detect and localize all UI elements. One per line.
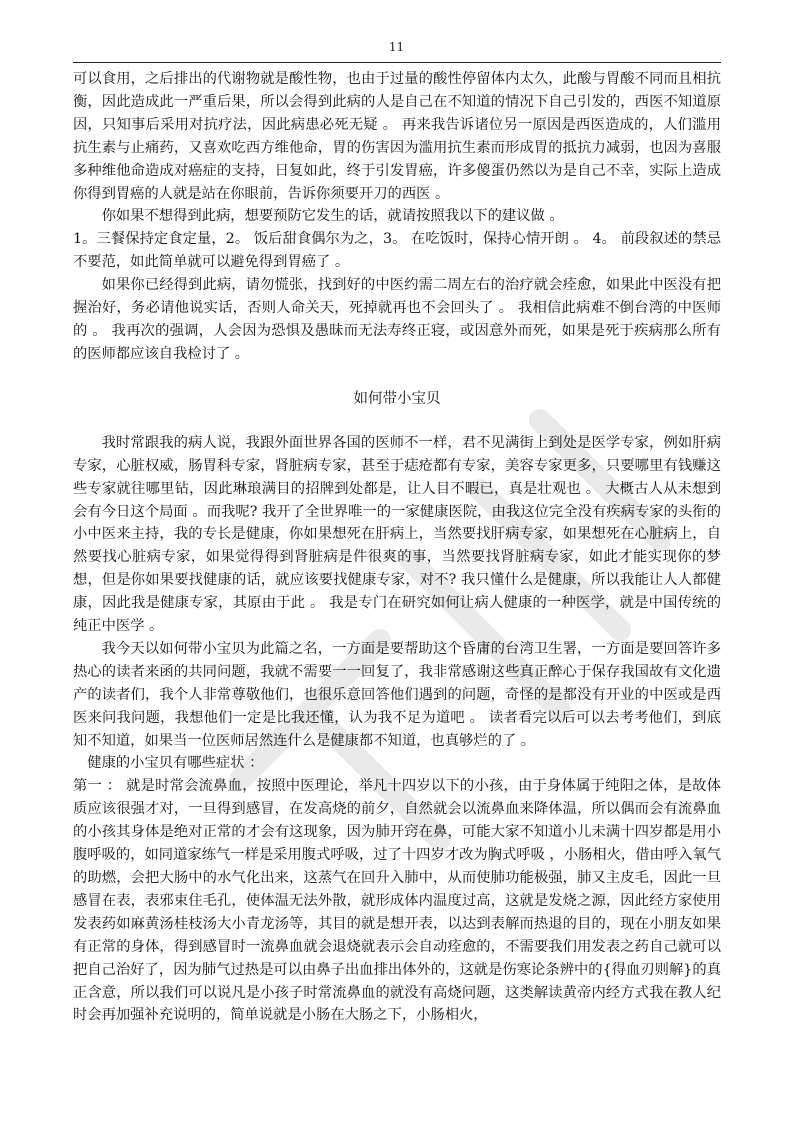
header-rule — [73, 62, 721, 63]
paragraph: 1。三餐保持定食定量，2。 饭后甜食偶尔为之，3。 在吃饭时，保持心情开朗 。 4。 前段叙述的禁忌不要范，如此简单就可以避免得到胃癌了 。 — [73, 231, 721, 271]
page-body — [73, 68, 721, 1027]
paragraph: 健康的小宝贝有哪些症状 ： — [87, 755, 264, 772]
section-title: 如何带小宝贝 — [353, 390, 441, 407]
page-number: 11 — [388, 40, 405, 54]
paragraph: 我今天以如何带小宝贝为此篇之名，一方面是要帮助这个昏庸的台湾卫生署，一方面是要回答许多热心的读者来函的共同问题，我就不需要一一回复了，我非常感谢这些真正醉心于保存我国故有文化遗产的读者们，我个人非常尊敬他们，也很乐意回答他们遇到的问题，奇怪的是都没有开业的中医或是西医来问我问题，我想他们一定是比我还懂，认为我不足为道吧 。 读者看完以后可以去考考他们，到底知不知道，如果当一位医师居然连什么是健康都不知道，也真够烂的了 。 — [73, 640, 721, 749]
paragraph: 第一 ： 就是时常会流鼻血，按照中医理论，举凡十四岁以下的小孩，由于身体属于纯阳之体，是故体质应该很强才对，一旦得到感冒，在发高烧的前夕，自然就会以流鼻血来降体温，所以偶而会有流鼻血的小孩其身体是绝对正常的才会有这现象，因为肺开窍在鼻，可能大家不知道小儿未满十四岁都是用小腹呼吸的，如同道家练气一样是采用腹式呼吸，过了十四岁才改为胸式呼吸 ，小肠相火，借由呼入氧气的助燃，会把大肠中的水气化出来，这蒸气在回升入肺中，从而使肺功能极强，肺又主皮毛，因此一旦感冒在表，表邪束住毛孔，使体温无法外散，就形成体内温度过高，这就是发烧之源，因此经方家使用发表药如麻黄汤桂枝汤大小青龙汤等，其目的就是想开表，以达到表解而热退的目的，现在小朋友如果有正常的身体，得到感冒时一流鼻血就会退烧就表示会自动痊愈的，不需要我们用发表之药自己就可以把自己治好了，因为肺气过热是可以由鼻子出血排出体外的，这就是伤寒论条辨中的{得血刃则解}的真正含意，所以我们可以说凡是小孩子时常流鼻血的就没有高烧问题，这类解读黄帝内经方式我在教人纪时会再加强补充说明的，简单说就是小肠在大肠之下，小肠相火， — [73, 778, 721, 1024]
paragraph: 你如果不想得到此病，想要预防它发生的话，就请按照我以下的建议做 。 — [101, 208, 564, 225]
paragraph: 如果你已经得到此病，请勿慌张，找到好的中医约需二周左右的治疗就会痊愈，如果此中医没有把握治好，务必请他说实话，否则人命关天，死掉就再也不会回头了 。 我相信此病难不倒台湾的中医师的 。 我再次的强调，人会因为恐惧及愚昧而无法寿终正寝，或因意外而死，如果是死于疾病那么所有的医师都应该自我检讨了 。 — [73, 277, 721, 362]
paragraph: 可以食用，之后排出的代谢物就是酸性物，也由于过量的酸性停留体内太久，此酸与胃酸不同而且相抗衡，因此造成此一严重后果，所以会得到此病的人是自己在不知道的情况下自己引发的，西医不知道原因，只知事后采用对抗疗法，因此病患必死无疑 。 再来我告诉诸位另一原因是西医造成的，人们滥用抗生素与止痛药，又喜欢吃西方维他命，胃的伤害因为滥用抗生素而形成胃的抵抗力减弱，也因为喜服多种维他命造成对癌症的支持，日复如此，终于引发胃癌，许多傻蛋仍然以为是自己不幸，实际上造成你得到胃癌的人就是站在你眼前，告诉你须要开刀的西医 。 — [73, 71, 721, 202]
paragraph: 我时常跟我的病人说，我跟外面世界各国的医师不一样，君不见满街上到处是医学专家，例如肝病专家，心脏权威，肠胃科专家，肾脏病专家，甚至于痣疮都有专家，美容专家更多，只要哪里有钱赚这些专家就往哪里钻，因此琳琅满目的招牌到处都是，让人目不暇已，真是壮观也 。 大概古人从未想到会有今日这个局面 。而我呢? 我开了全世界唯一的一家健康医院，由我这位完全没有疾病专家的头衔的小中医来主持，我的专长是健康，你如果想死在肝病上，当然要找肝病专家，如果想死在心脏病上，自然要找心脏病专家，如果觉得得到肾脏病是件很爽的事，当然要找肾脏病专家，如此才能实现你的梦想，但是你如果要找健康的话，就应该要找健康专家，对不? 我只懂什么是健康，所以我能让人人都健康，因此我是健康专家，其原由于此 。 我是专门在研究如何让病人健康的一种医学，就是中国传统的纯正中医学 。 — [73, 434, 721, 635]
